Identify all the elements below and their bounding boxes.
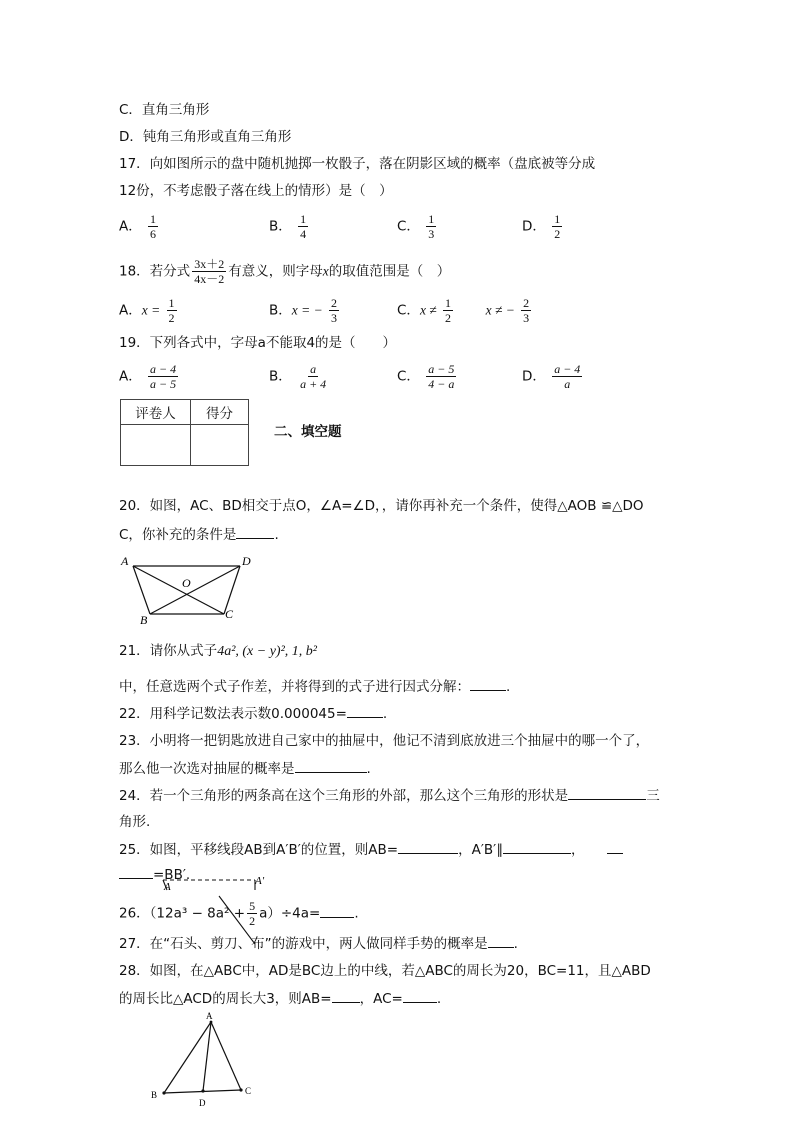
- q26-line: 26．（12a³ − 8a² + $\frac{5}{2}$ a）÷4a= .: [119, 899, 359, 928]
- q20-figure: [118, 552, 258, 627]
- score-table-score-cell[interactable]: [191, 425, 249, 466]
- q23-line1: 23．小明将一把钥匙放进自己家中的抽屉中，他记不清到底放进三个抽屉中的哪一个了，: [119, 733, 650, 749]
- q17-line1: 17．向如图所示的盘中随机抛掷一枚骰子，落在阴影区域的概率（盘底被等分成: [119, 156, 596, 172]
- q25-line2: =BB′.: [119, 864, 190, 885]
- q17-d-label: D．: [522, 218, 546, 235]
- q23-answer-blank[interactable]: [295, 758, 367, 773]
- q25-blank-3a[interactable]: [607, 839, 623, 854]
- score-table-grader-cell[interactable]: [121, 425, 191, 466]
- q28-ac-blank[interactable]: [403, 988, 437, 1003]
- q17-option-b: [269, 212, 310, 241]
- q17-line2: 12份，不考虑骰子落在线上的情形）是（ ）: [119, 183, 393, 199]
- q20-line1: 20．如图，AC、BD相交于点O，∠A=∠D，，请你再补充一个条件，使得△AOB ≌△DO: [119, 498, 644, 514]
- q20-label-o: O: [182, 576, 191, 590]
- q25-blank-2[interactable]: [503, 839, 571, 854]
- q25-label-ap: A′: [255, 875, 265, 887]
- score-table: [120, 399, 249, 466]
- q27-line: 27．在“石头、剪刀、布”的游戏中，两人做同样手势的概率是 .: [119, 933, 518, 954]
- option-d-line: D．钝角三角形或直角三角形: [119, 129, 292, 145]
- q19-option-b: B． $\frac{a}{a + 4}$: [269, 362, 327, 391]
- q24-answer-blank[interactable]: [568, 785, 646, 800]
- q17-c-fraction: $\frac{1}{3}$: [428, 212, 435, 241]
- q22-answer-blank[interactable]: [347, 703, 383, 718]
- q27-answer-blank[interactable]: [488, 933, 514, 948]
- q20-seg-ac: [133, 566, 224, 614]
- q20-label-d: D: [242, 554, 251, 568]
- q17-option-c: [397, 212, 438, 241]
- q28-seg-ac: [211, 1022, 241, 1090]
- q18-option-a: A．x = $\frac{1}{2}$: [119, 296, 175, 325]
- q20-line2: C，你补充的条件是 .: [119, 524, 279, 545]
- q28-line1: 28．如图，在△ABC中，AD是BC边上的中线，若△ABC的周长为20，BC=11，且△ABD: [119, 963, 651, 979]
- q22-line: 22．用科学记数法表示数0.000045= .: [119, 703, 387, 724]
- q19-option-d: D． $\frac{a - 4}{a}$: [522, 362, 581, 391]
- q28-label-c: C: [245, 1086, 252, 1096]
- q21-line2: 中，任意选两个式子作差，并将得到的式子进行因式分解： .: [119, 676, 510, 697]
- q17-a-label: A．: [119, 218, 142, 235]
- q20-label-b: B: [140, 613, 148, 627]
- q21-expressions: 4a², (x − y)², 1, b²: [217, 644, 317, 659]
- q19-stem: 19．下列各式中，字母a不能取4的是（ ）: [119, 335, 397, 351]
- q24-line2: 角形.: [119, 814, 151, 830]
- q17-d-fraction: $\frac{1}{2}$: [554, 212, 561, 241]
- q25-line1: 25．如图，平移线段AB到A′B′的位置，则AB= ，A′B′∥ ，: [119, 839, 623, 860]
- section-title: 二、填空题: [274, 424, 342, 440]
- q20-label-a: A: [121, 554, 129, 568]
- score-table-header-score: 得分: [191, 400, 249, 425]
- q28-label-d: D: [199, 1098, 206, 1108]
- q18-fraction: $\frac{3x+2}{4x-2}$: [194, 257, 225, 286]
- q19-option-c: C． $\frac{a - 5}{4 - a}$: [397, 362, 455, 391]
- q24-line1: 24．若一个三角形的两条高在这个三角形的外部，那么这个三角形的形状是 三: [119, 785, 660, 806]
- q28-label-b: B: [151, 1090, 158, 1100]
- q28-figure: [146, 1010, 266, 1110]
- option-c-line: C．直角三角形: [119, 102, 210, 118]
- q20-label-c: C: [225, 607, 234, 621]
- q20-answer-blank[interactable]: [236, 524, 274, 539]
- q17-b-fraction: $\frac{1}{4}$: [300, 212, 307, 241]
- q18-option-b: B．x = − $\frac{2}{3}$: [269, 296, 338, 325]
- q18-stem: 18．若分式 $\frac{3x+2}{4x-2}$ 有意义，则字母x的取值范围是（ ）: [119, 257, 451, 286]
- q17-option-d: [522, 212, 564, 241]
- q19-option-a: A． $\frac{a - 4}{a - 5}$: [119, 362, 177, 391]
- q17-option-a: [119, 212, 160, 241]
- q28-line2: 的周长比△ACD的周长大3，则AB= ，AC= .: [119, 988, 441, 1009]
- q28-label-a: A: [206, 1011, 213, 1021]
- q17-a-fraction: $\frac{1}{6}$: [150, 212, 157, 241]
- score-table-header-grader: 评卷人: [121, 400, 191, 425]
- q23-line2: 那么他一次选对抽屉的概率是 .: [119, 758, 371, 779]
- q25-blank-3b[interactable]: [119, 864, 153, 879]
- q17-b-label: B．: [269, 218, 292, 235]
- q26-answer-blank[interactable]: [320, 903, 354, 918]
- q21-answer-blank[interactable]: [470, 676, 506, 691]
- q18-option-c: C．x ≠ $\frac{1}{2}$ x ≠ − $\frac{2}{3}$: [397, 296, 530, 325]
- q21-line1: 21．请你从式子4a², (x − y)², 1, b²: [119, 643, 317, 659]
- q25-blank-1[interactable]: [398, 839, 458, 854]
- q25-label-a: A: [164, 881, 171, 893]
- q17-c-label: C．: [397, 218, 420, 235]
- q28-ab-blank[interactable]: [332, 988, 360, 1003]
